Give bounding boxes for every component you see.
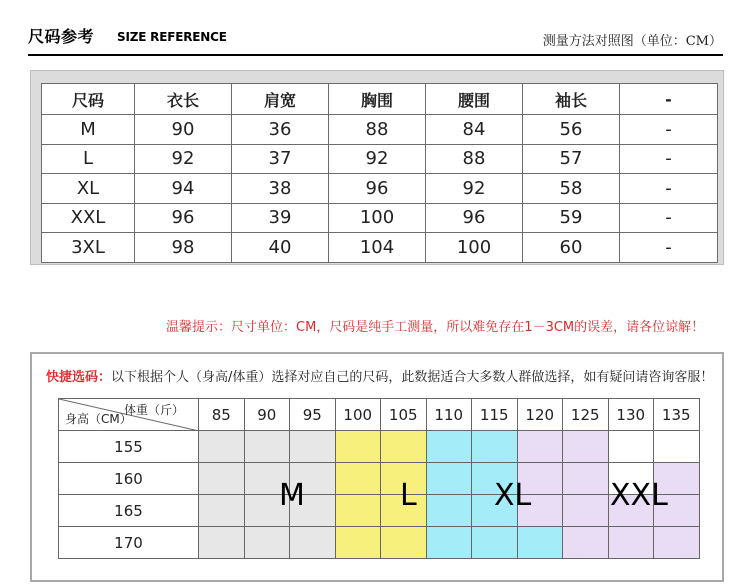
weight-header-cell: 95 (290, 399, 336, 431)
table-cell: 96 (426, 203, 523, 233)
size-grid (58, 398, 700, 559)
size-table (41, 83, 718, 263)
size-zone-cell (563, 527, 609, 559)
table-cell: 59 (523, 203, 620, 233)
size-zone-cell (472, 431, 518, 463)
header-cell: 衣长 (135, 84, 232, 115)
weight-header-cell: 85 (199, 399, 245, 431)
quick-size-text: 以下根据个人（身高/体重）选择对应自己的尺码，此数据适合大多数人群做选择，如有疑问请咨询客服！ (111, 370, 714, 385)
size-zone-cell (336, 527, 382, 559)
weight-axis-label: 体重（斤） (123, 403, 184, 417)
size-zone-cell (336, 495, 382, 527)
size-zone-cell (609, 527, 655, 559)
zone-label-m: M (279, 478, 305, 513)
size-zone-cell (381, 431, 427, 463)
table-cell: 36 (232, 115, 329, 145)
size-zone-cell (199, 495, 245, 527)
size-table-panel (30, 70, 724, 265)
table-cell: 96 (135, 203, 232, 233)
size-zone-cell (336, 431, 382, 463)
table-cell: 100 (329, 203, 426, 233)
size-zone-cell (609, 431, 655, 463)
header-cell: 胸围 (329, 84, 426, 115)
size-zone-cell (245, 431, 291, 463)
weight-header-cell: 135 (654, 399, 700, 431)
table-cell: 88 (426, 144, 523, 174)
size-zone-cell (563, 463, 609, 495)
quick-size-label: 快捷选码： (46, 370, 112, 385)
zone-label-l: L (400, 478, 417, 513)
table-cell: - (620, 174, 718, 204)
size-zone-cell (518, 431, 564, 463)
weight-header-cell: 125 (563, 399, 609, 431)
size-zone-cell (654, 431, 700, 463)
table-cell: 88 (329, 115, 426, 145)
table-cell: 92 (329, 144, 426, 174)
quick-size-intro (46, 366, 713, 385)
table-cell: - (620, 144, 718, 174)
height-axis-label: 身高（CM） (65, 412, 132, 426)
size-zone-cell (245, 527, 291, 559)
header-cell: 尺码 (42, 84, 135, 115)
table-cell: - (620, 115, 718, 145)
size-zone-cell (472, 527, 518, 559)
weight-header-cell: 100 (336, 399, 382, 431)
size-zone-cell (336, 463, 382, 495)
table-cell: 100 (426, 233, 523, 263)
table-cell: 37 (232, 144, 329, 174)
zone-label-xl: XL (494, 478, 532, 513)
table-cell: 56 (523, 115, 620, 145)
size-zone-cell (199, 527, 245, 559)
size-zone-cell (427, 495, 473, 527)
header-cell: 腰围 (426, 84, 523, 115)
table-cell: 3XL (42, 233, 135, 263)
table-cell: 40 (232, 233, 329, 263)
table-cell: 60 (523, 233, 620, 263)
height-header-cell: 165 (59, 495, 199, 527)
size-zone-cell (199, 463, 245, 495)
table-cell: 98 (135, 233, 232, 263)
height-header-cell: 160 (59, 463, 199, 495)
weight-header-cell: 105 (381, 399, 427, 431)
table-cell: 92 (135, 144, 232, 174)
table-cell: - (620, 203, 718, 233)
size-table-header (42, 84, 718, 115)
table-cell: 92 (426, 174, 523, 204)
size-zone-cell (290, 431, 336, 463)
table-cell: 58 (523, 174, 620, 204)
table-cell: L (42, 144, 135, 174)
height-header-cell: 170 (59, 527, 199, 559)
table-cell: - (620, 233, 718, 263)
page-title: 尺码参考 (28, 27, 95, 46)
grid-corner (59, 399, 199, 431)
size-zone-cell (381, 527, 427, 559)
table-cell: 94 (135, 174, 232, 204)
height-header-cell: 155 (59, 431, 199, 463)
table-cell: 38 (232, 174, 329, 204)
size-zone-cell (427, 431, 473, 463)
size-zone-cell (654, 527, 700, 559)
table-cell: 39 (232, 203, 329, 233)
table-cell: 57 (523, 144, 620, 174)
weight-header-cell: 90 (245, 399, 291, 431)
measurement-notice: 温馨提示：尺寸单位：CM，尺码是纯手工测量，所以难免存在1－3CM的误差，请各位谅解！ (166, 320, 705, 335)
header-cell: 袖长 (523, 84, 620, 115)
table-cell: M (42, 115, 135, 145)
size-zone-cell (199, 431, 245, 463)
table-row (42, 203, 718, 233)
table-cell: XXL (42, 203, 135, 233)
quick-size-panel (30, 352, 724, 582)
header-cell: - (620, 84, 718, 115)
table-row (42, 233, 718, 263)
size-zone-cell (563, 495, 609, 527)
table-cell: 96 (329, 174, 426, 204)
size-zone-cell (518, 527, 564, 559)
table-cell: 104 (329, 233, 426, 263)
table-cell: 84 (426, 115, 523, 145)
header-divider (28, 54, 723, 56)
table-cell: 90 (135, 115, 232, 145)
table-row (42, 115, 718, 145)
weight-header-cell: 120 (518, 399, 564, 431)
size-zone-cell (563, 431, 609, 463)
weight-header-cell: 110 (427, 399, 473, 431)
size-zone-cell (427, 527, 473, 559)
table-row (42, 144, 718, 174)
weight-header-cell: 115 (472, 399, 518, 431)
table-cell: XL (42, 174, 135, 204)
table-row (42, 174, 718, 204)
size-zone-cell (427, 463, 473, 495)
measurement-note: 测量方法对照图（单位：CM） (542, 34, 722, 49)
header-cell: 肩宽 (232, 84, 329, 115)
size-zone-cell (290, 527, 336, 559)
page-subtitle: SIZE REFERENCE (117, 30, 227, 44)
zone-label-xxl: XXL (610, 478, 668, 513)
weight-header-cell: 130 (609, 399, 655, 431)
